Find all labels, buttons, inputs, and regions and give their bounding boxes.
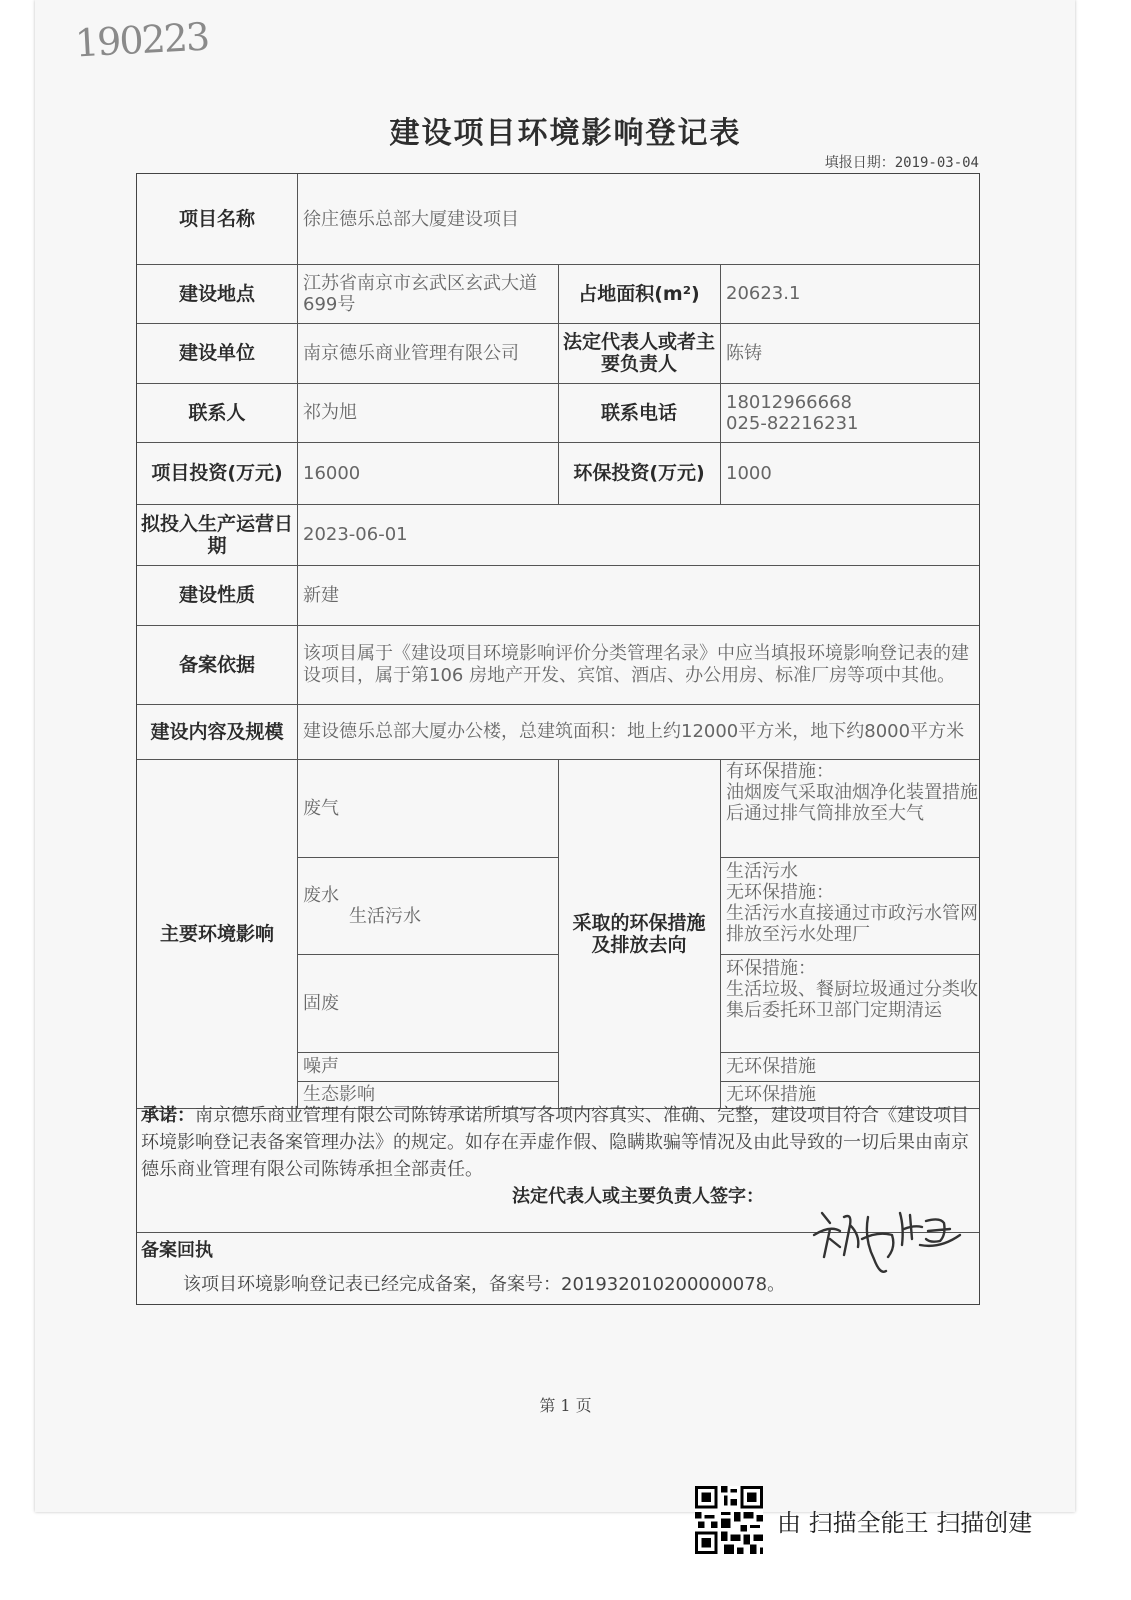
env-investment-value: 1000 bbox=[726, 462, 772, 484]
contact-value: 祁为旭 bbox=[303, 402, 357, 423]
area-value: 20623.1 bbox=[726, 283, 801, 304]
fill-date: 填报日期：2019-03-04 bbox=[824, 155, 979, 171]
handwritten-note: 190223 bbox=[73, 14, 210, 66]
registration-form bbox=[136, 173, 980, 1305]
commitment-label: 承诺： bbox=[141, 1105, 195, 1126]
project-name-value: 徐庄德乐总部大厦建设项目 bbox=[303, 208, 519, 230]
unit-label: 建设单位 bbox=[178, 342, 255, 364]
investment-label: 项目投资(万元) bbox=[151, 462, 283, 484]
measures-label: 采取的环保措施及排放去向 bbox=[572, 911, 706, 956]
location-label: 建设地点 bbox=[178, 282, 255, 305]
waste-water-measure: 生活污水 无环保措施： 生活污水直接通过市政污水管网排放至污水处理厂 bbox=[726, 861, 978, 945]
commitment-block bbox=[137, 1096, 981, 1183]
area-label: 占地面积(m²) bbox=[578, 282, 700, 305]
scale-label: 建设内容及规模 bbox=[150, 720, 284, 743]
receipt-text: 该项目环境影响登记表已经完成备案，备案号：201932010200000078。 bbox=[183, 1274, 786, 1295]
impacts-label: 主要环境影响 bbox=[159, 922, 274, 945]
basis-label: 备案依据 bbox=[178, 653, 255, 676]
scanner-footer-text: 由 扫描全能王 扫描创建 bbox=[777, 1508, 1033, 1537]
scale-value: 建设德乐总部大厦办公楼，总建筑面积：地上约12000平方米，地下约8000平方米 bbox=[303, 721, 965, 742]
investment-value: 16000 bbox=[303, 462, 361, 484]
project-name-label: 项目名称 bbox=[178, 208, 255, 230]
phone-label: 联系电话 bbox=[600, 401, 677, 424]
start-date-value: 2023-06-01 bbox=[303, 524, 408, 545]
location-value: 江苏省南京市玄武区玄武大道699号 bbox=[303, 272, 537, 315]
noise-label: 噪声 bbox=[303, 1056, 339, 1077]
qr-code-icon bbox=[695, 1486, 763, 1554]
start-date-label: 拟投入生产运营日期 bbox=[141, 512, 294, 557]
phone-value: 18012966668 025-82216231 bbox=[726, 391, 859, 434]
receipt-label: 备案回执 bbox=[141, 1240, 213, 1261]
contact-label: 联系人 bbox=[188, 401, 246, 424]
ecology-measure: 无环保措施 bbox=[726, 1084, 816, 1105]
legal-rep-value: 陈铸 bbox=[726, 342, 762, 364]
basis-value: 该项目属于《建设项目环境影响评价分类管理名录》中应当填报环境影响登记表的建设项目，属于第106 房地产开发、宾馆、酒店、办公用房、标准厂房等项中其他。 bbox=[303, 642, 969, 686]
handwritten-signature bbox=[800, 1195, 970, 1285]
page-number: 第 1 页 bbox=[539, 1396, 592, 1415]
waste-water-label: 废水 bbox=[303, 885, 339, 906]
waste-water-sub: 生活污水 bbox=[349, 906, 421, 927]
form-title: 建设项目环境影响登记表 bbox=[389, 116, 742, 151]
noise-measure: 无环保措施 bbox=[726, 1056, 816, 1077]
waste-gas-measure: 有环保措施： 油烟废气采取油烟净化装置措施后通过排气筒排放至大气 bbox=[726, 761, 978, 824]
nature-value: 新建 bbox=[303, 584, 339, 606]
signature-label: 法定代表人或主要负责人签字： bbox=[512, 1186, 764, 1207]
nature-label: 建设性质 bbox=[178, 584, 255, 606]
unit-value: 南京德乐商业管理有限公司 bbox=[303, 342, 519, 364]
solid-waste-measure: 环保措施： 生活垃圾、餐厨垃圾通过分类收集后委托环卫部门定期清运 bbox=[726, 958, 978, 1021]
waste-water-cell bbox=[297, 857, 558, 954]
commitment-text: 南京德乐商业管理有限公司陈铸承诺所填写各项内容真实、准确、完整，建设项目符合《建设项目环境影响登记表备案管理办法》的规定。如存在弄虚作假、隐瞒欺骗等情况及由此导致的一切后果由南京德乐商业管理有限公司陈铸承担全部责任。 bbox=[141, 1105, 969, 1180]
env-investment-label: 环保投资(万元) bbox=[573, 462, 705, 484]
ecology-label: 生态影响 bbox=[303, 1084, 375, 1105]
scanner-footer bbox=[695, 1485, 1032, 1555]
legal-rep-label: 法定代表人或者主要负责人 bbox=[562, 331, 715, 375]
solid-waste-label: 固废 bbox=[303, 992, 339, 1014]
waste-gas-label: 废气 bbox=[303, 797, 339, 819]
